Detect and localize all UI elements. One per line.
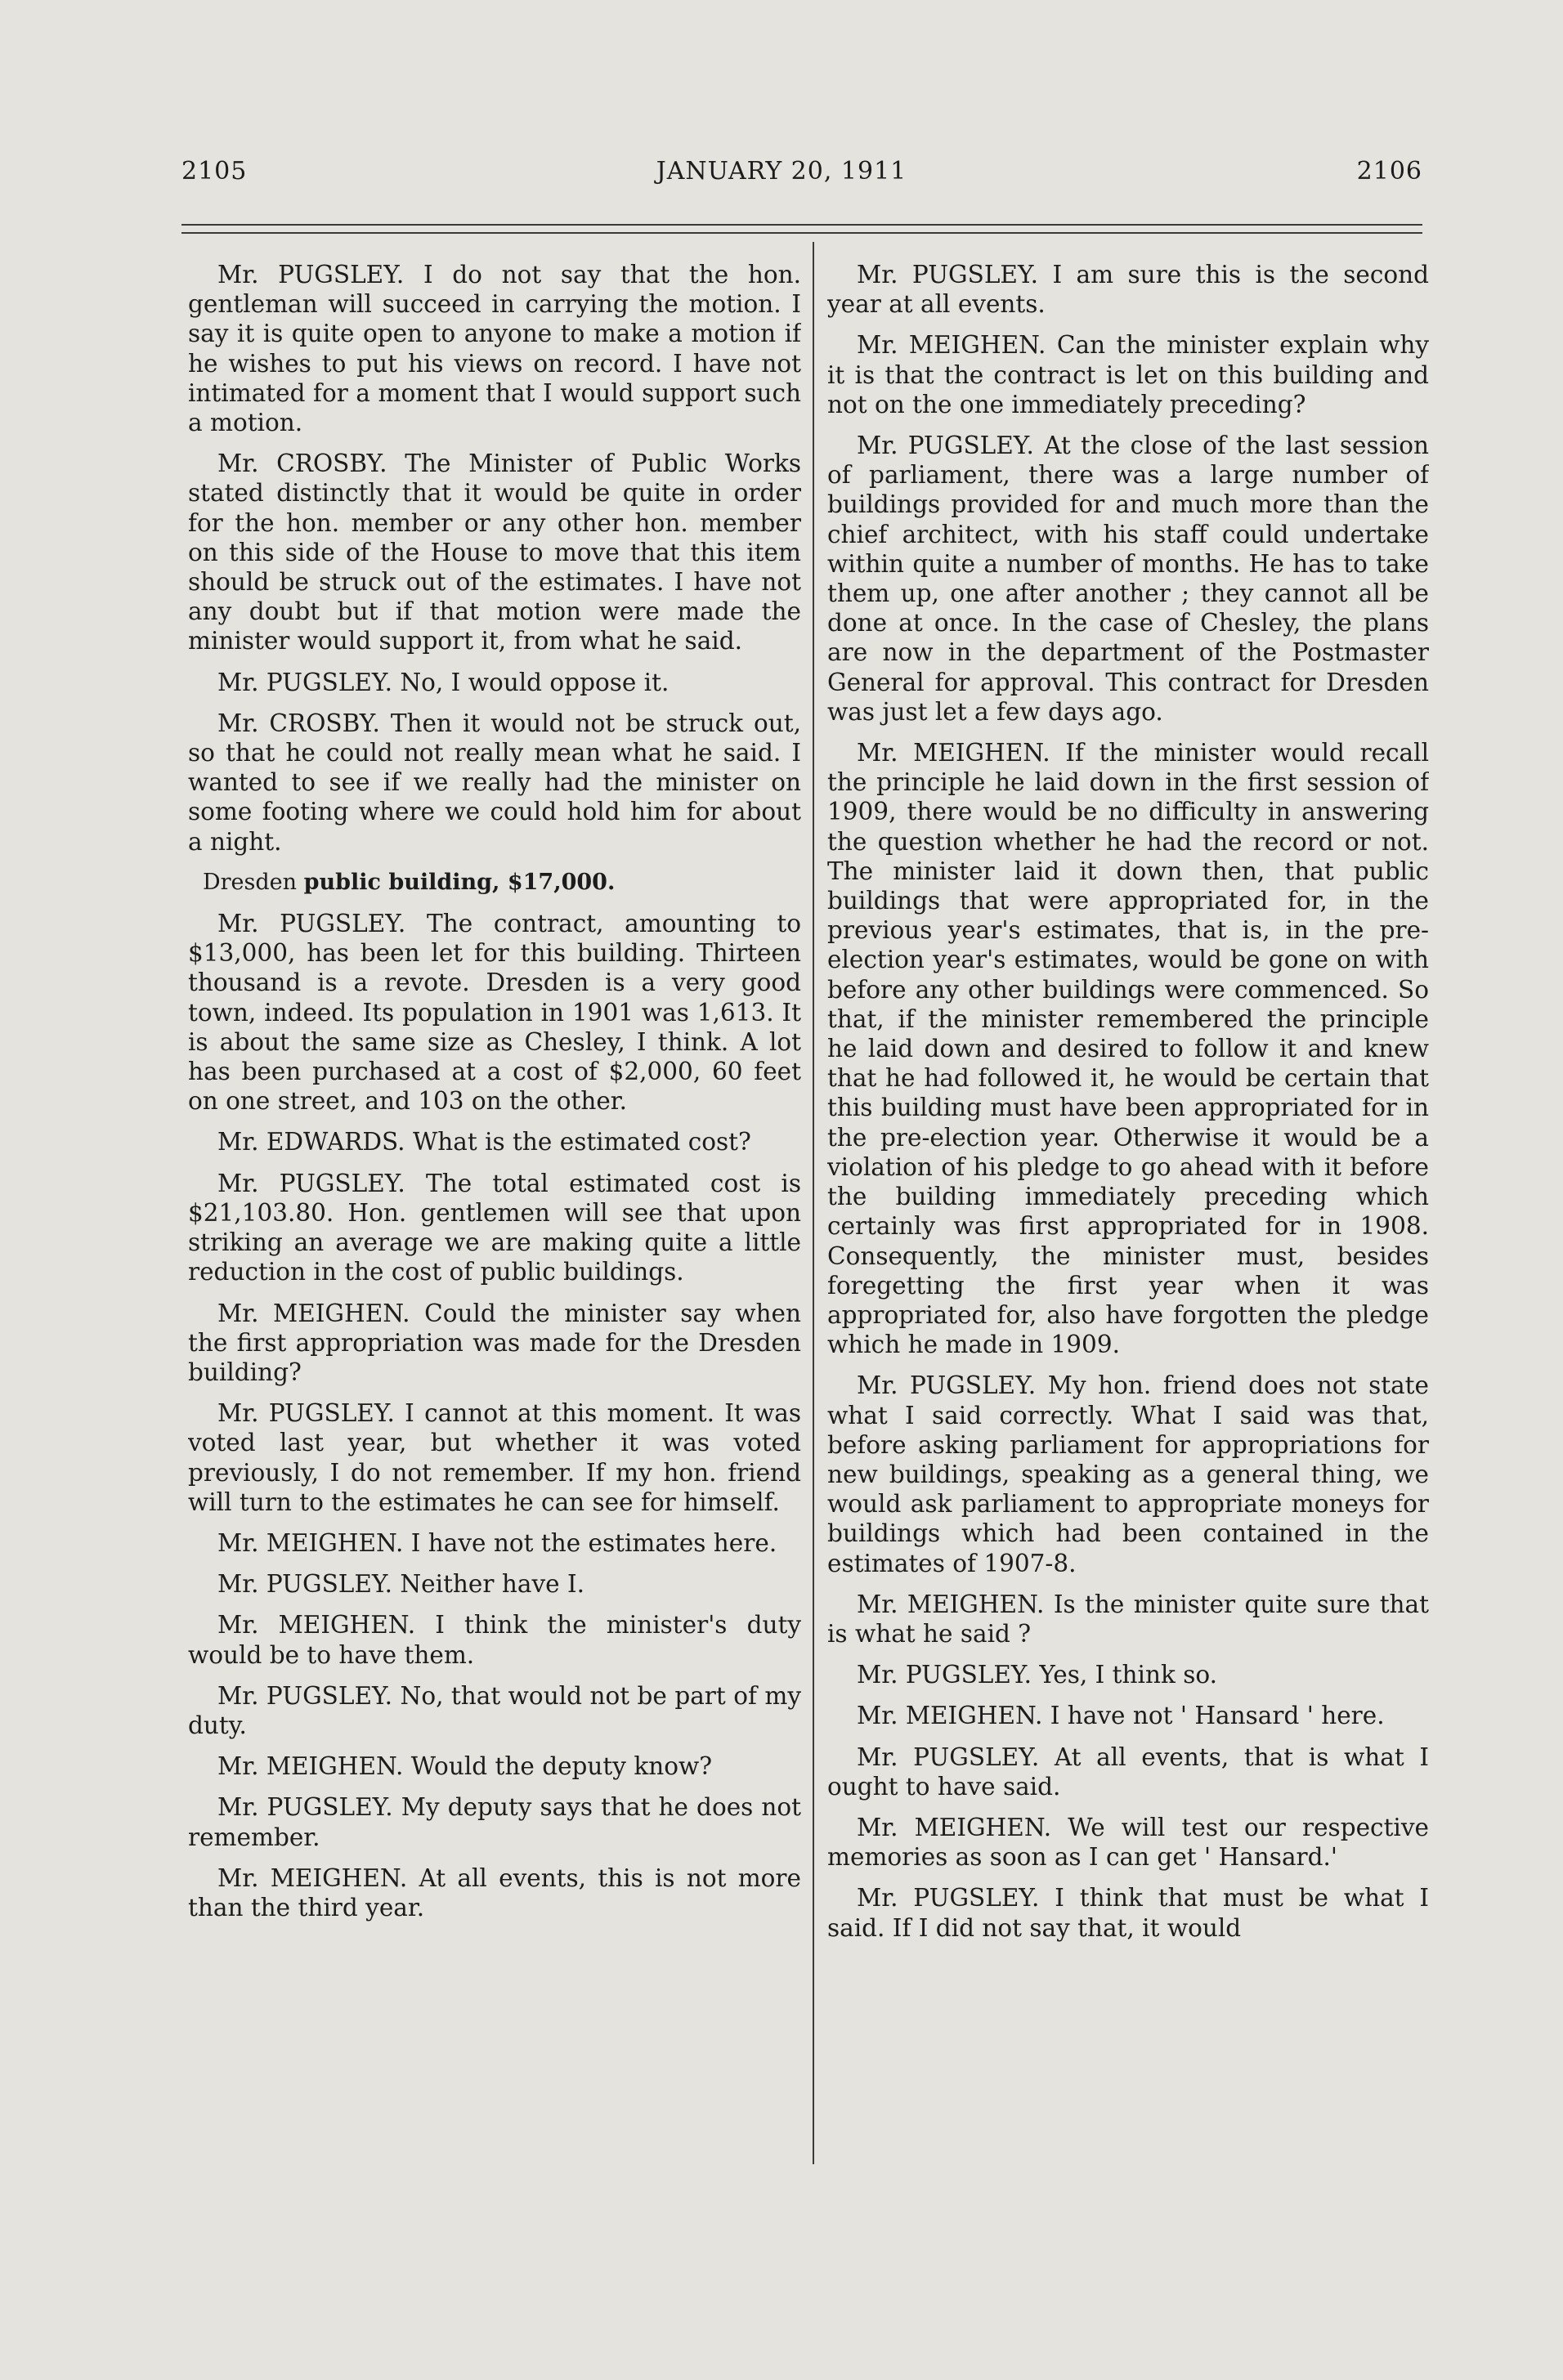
speech-text: What is the estimated cost? <box>412 1128 751 1156</box>
speaker: Mr. MEIGHEN. <box>857 331 1046 360</box>
speech-text: At all events, that is what I ought to have said. <box>827 1742 1429 1801</box>
speaker: Mr. MEIGHEN. <box>857 1702 1043 1730</box>
speech-text: Could the minister say when the first appropriation was made for the Dresden building? <box>188 1299 801 1386</box>
speaker: Mr. PUGSLEY. <box>217 1793 393 1822</box>
speech-text: The contract, amounting to $13,000, has been let for this building. Thirteen thousand is a revote. Dresden is a very good town, indeed. Its population in 1901 was 1,613. It is about the same size as Chesley, I think. A lot has been purchased at a cost of $2,000, 60 feet on one street, and 103 on the other. <box>188 910 801 1116</box>
speech-text: No, I would oppose it. <box>400 668 670 696</box>
speech-paragraph <box>188 1299 801 1388</box>
speech-text: My deputy says that he does not remember. <box>188 1793 801 1851</box>
speech-text: Yes, I think so. <box>1039 1661 1217 1689</box>
speaker: Mr. MEIGHEN. <box>857 739 1050 767</box>
speech-paragraph <box>188 1751 801 1781</box>
header-rule-bottom <box>181 232 1422 234</box>
speech-paragraph <box>188 260 801 437</box>
speaker: Mr. PUGSLEY. <box>857 1371 1037 1400</box>
speech-text: Then it would not be struck out, so that he could not really mean what he said. I wanted to see if we really had the minister on some footing where we could hold him for about a night. <box>188 709 801 856</box>
speech-paragraph <box>188 1569 801 1599</box>
speech-paragraph <box>188 1863 801 1922</box>
speaker: Mr. CROSBY. <box>217 709 380 737</box>
left-column <box>188 260 801 2172</box>
speech-paragraph <box>827 1701 1429 1730</box>
speaker: Mr. PUGSLEY. <box>217 1570 392 1599</box>
speech-paragraph <box>188 709 801 857</box>
speaker: Mr. MEIGHEN. <box>217 1299 410 1327</box>
speech-text: I do not say that the hon. gentleman will succeed in carrying the motion. I say it is quite open to anyone to make a motion if he wishes to put his views on record. I have not intimated for a moment that I would support such a motion. <box>188 261 801 437</box>
speaker: Mr. PUGSLEY. <box>857 1884 1040 1912</box>
speaker: Mr. EDWARDS. <box>217 1128 405 1156</box>
speech-text: I have not the estimates here. <box>410 1528 777 1557</box>
speech-paragraph <box>188 909 801 1116</box>
page-number-right: 2106 <box>1356 157 1422 186</box>
speech-paragraph <box>188 668 801 697</box>
speech-paragraph <box>188 449 801 655</box>
speech-paragraph <box>827 1371 1429 1577</box>
speech-paragraph <box>188 1610 801 1669</box>
speaker: Mr. MEIGHEN. <box>217 1752 404 1781</box>
speech-text: I think that must be what I said. If I did not say that, it would <box>827 1884 1429 1942</box>
speech-text: I am sure this is the second year at all events. <box>827 261 1429 319</box>
speaker: Mr. PUGSLEY. <box>857 1661 1032 1689</box>
speaker: Mr. MEIGHEN. <box>857 1813 1052 1841</box>
speaker: Mr. PUGSLEY. <box>217 1681 393 1710</box>
speaker: Mr. PUGSLEY. <box>857 432 1034 460</box>
speech-text: We will test our respective memories as soon as I can get ' Hansard.' <box>827 1813 1429 1872</box>
heading-bold: public building, $17,000. <box>303 869 616 895</box>
speech-text: Is the minister quite sure that is what he said ? <box>827 1590 1429 1648</box>
speech-text: Neither have I. <box>400 1570 584 1599</box>
speech-paragraph <box>188 1681 801 1740</box>
speech-text: No, that would not be part of my duty. <box>188 1681 801 1739</box>
speaker: Mr. MEIGHEN. <box>217 1611 416 1640</box>
speech-text: I cannot at this moment. It was voted last year, but whether it was voted previously, I do not remember. If my hon. friend will turn to the estimates he can see for himself. <box>188 1399 801 1516</box>
header-rule-top <box>181 224 1422 226</box>
speaker: Mr. MEIGHEN. <box>217 1863 408 1892</box>
speaker: Mr. MEIGHEN. <box>217 1528 404 1557</box>
speech-paragraph <box>827 1813 1429 1872</box>
speech-text: My hon. friend does not state what I said correctly. What I said was that, before asking parliament for appropriations for new buildings, speaking as a general thing, we would ask parliament to appropriate moneys for buildings which had been contained in the estimates of 1907-8. <box>827 1371 1429 1577</box>
speech-paragraph <box>188 1169 801 1287</box>
speaker: Mr. PUGSLEY. <box>857 1742 1040 1771</box>
speaker: Mr. PUGSLEY. <box>217 668 392 696</box>
speaker: Mr. PUGSLEY. <box>217 261 405 289</box>
speaker: Mr. PUGSLEY. <box>217 1399 395 1428</box>
speech-text: Can the minister explain why it is that the contract is let on this building and not on the one immediately preceding? <box>827 331 1429 418</box>
speech-paragraph <box>827 738 1429 1359</box>
speech-text: I think the minister's duty would be to have them. <box>188 1611 801 1669</box>
estimate-item-heading <box>188 868 801 897</box>
speech-paragraph <box>827 260 1429 319</box>
speech-text: If the minister would recall the principle he laid down in the first session of 1909, there would be no difficulty in answering the question whether he had the record or not. The minister laid it down then, that public buildings that were appropriated for, in the previous year's estimates, that is, in the pre-election year's estimates, would be gone on with before any other buildings were commenced. So that, if the minister remembered the principle he laid down and desired to follow it and knew that he had followed it, he would be certain that this building must have been appropriated for in the pre-election year. Otherwise it would be a violation of his pledge to go ahead with it before the building immediately preceding which certainly was first appropriated for in 1908. Consequently, the minister must, besides foregetting the first year when it was appropriated for, also have forgotten the pledge which he made in 1909. <box>827 739 1429 1359</box>
speech-paragraph <box>827 330 1429 419</box>
speech-text: The Minister of Public Works stated distinctly that it would be quite in order for the hon. member or any other hon. member on this side of the House to move that this item should be struck out of the estimates. I have not any doubt but if that motion were made the minister would support it, from what he said. <box>188 450 801 655</box>
speech-text: At the close of the last session of parliament, there was a large number of buildings provided for and much more than the chief architect, with his staff could undertake within quite a number of months. He has to take them up, one after another ; they cannot all be done at once. In the case of Chesley, the plans are now in the department of the Postmaster General for approval. This contract for Dresden was just let a few days ago. <box>827 432 1429 726</box>
speech-paragraph <box>188 1398 801 1517</box>
speaker: Mr. CROSBY. <box>217 450 387 478</box>
speech-paragraph <box>827 1742 1429 1801</box>
speech-paragraph <box>188 1528 801 1558</box>
speech-text: Would the deputy know? <box>410 1752 713 1781</box>
speech-paragraph <box>827 1590 1429 1649</box>
speech-paragraph <box>188 1127 801 1156</box>
speech-text: The total estimated cost is $21,103.80. Hon. gentlemen will see that upon striking an average we are making quite a little reduction in the cost of public buildings. <box>188 1169 801 1286</box>
speech-text: At all events, this is not more than the third year. <box>188 1863 801 1921</box>
page-date-title: JANUARY 20, 1911 <box>656 157 907 186</box>
speaker: Mr. PUGSLEY. <box>217 1169 405 1197</box>
speaker: Mr. PUGSLEY. <box>217 910 406 938</box>
heading-label: Dresden <box>203 869 298 895</box>
speech-text: I have not ' Hansard ' here. <box>1050 1702 1385 1730</box>
page-number-left: 2105 <box>181 157 248 186</box>
speaker: Mr. MEIGHEN. <box>857 1590 1045 1618</box>
speech-paragraph <box>827 431 1429 727</box>
speaker: Mr. PUGSLEY. <box>857 261 1039 289</box>
column-divider <box>813 242 814 2164</box>
speech-paragraph <box>827 1883 1429 1942</box>
speech-paragraph <box>827 1660 1429 1689</box>
speech-paragraph <box>188 1792 801 1851</box>
right-column <box>827 260 1429 2172</box>
